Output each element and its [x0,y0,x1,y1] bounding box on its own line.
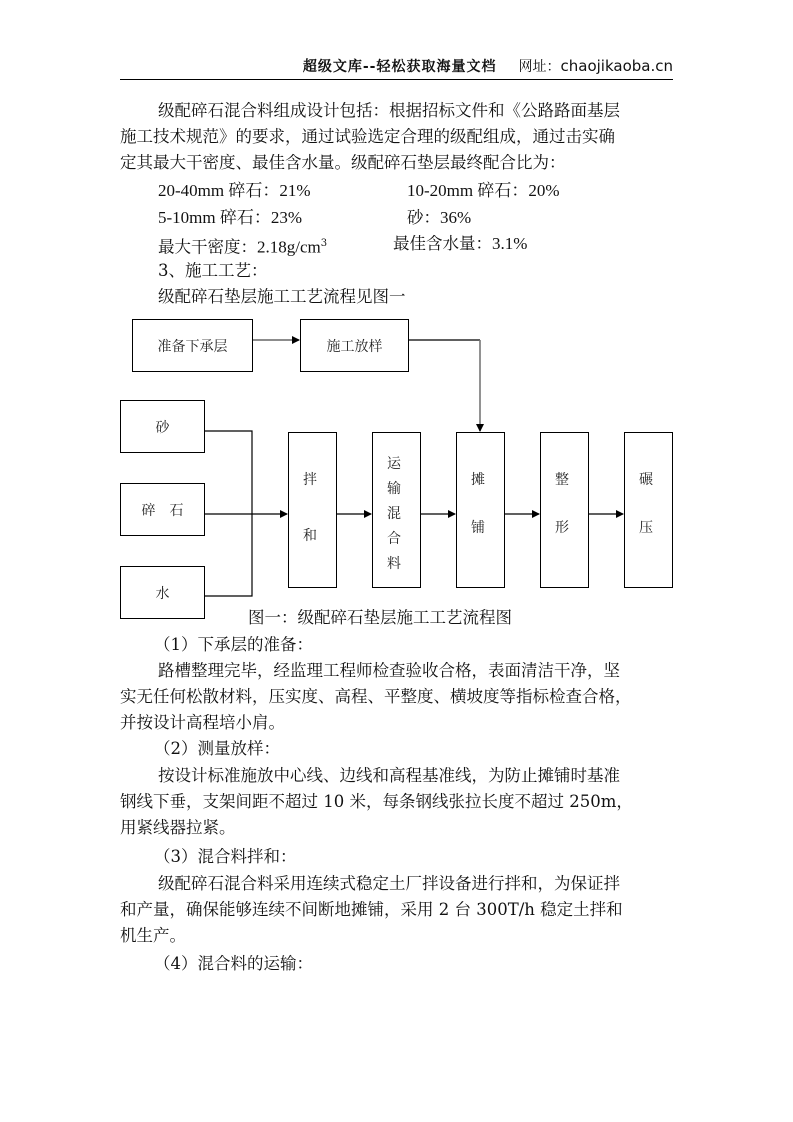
subsection-2-line: 按设计标准施放中心线、边线和高程基准线，为防止摊铺时基准 [158,766,620,785]
flow-box-survey-layout: 施工放样 [300,319,409,372]
flow-step-transport-mix: 运 输 混 合 料 [372,432,421,588]
mix-item-20-40: 20-40mm 碎石：21% [158,181,311,200]
max-dry-density: 最大干密度：$2.18g/cm^3$ [158,237,328,257]
site-url[interactable]: chaojikaoba.cn [560,57,673,75]
flow-step-rolling: 碾 压 [624,432,673,588]
intro-line-2: 施工技术规范》的要求，通过试验选定合理的级配组成，通过击实确 [120,127,615,146]
mix-item-10-20: 10-20mm 碎石：20% [407,181,560,200]
flow-box-gravel: 碎 石 [120,483,205,536]
flow-box-water: 水 [120,566,205,619]
intro-line-1: 级配碎石混合料组成设计包括：根据招标文件和《公路路面基层 [158,101,620,120]
flow-step-shaping: 整 形 [540,432,589,588]
flow-step-paving: 摊 铺 [456,432,505,588]
section-3-intro: 级配碎石垫层施工工艺流程见图一 [158,287,406,306]
mix-item-5-10: 5-10mm 碎石：23% [158,208,303,227]
subsection-3-heading: （3）混合料拌和： [154,847,297,866]
flow-step-mixing: 拌 和 [288,432,337,588]
section-3-heading: 3、施工工艺： [158,261,268,280]
subsection-2-heading: （2）测量放样： [154,739,280,758]
mix-item-sand: 砂：36% [407,208,472,227]
flow-box-prepare-sublayer: 准备下承层 [132,319,253,372]
subsection-1-line: 实无任何松散材料，压实度、高程、平整度、横坡度等指标检查合格， [120,687,632,706]
subsection-2-line: 用紧线器拉紧。 [120,818,236,837]
subsection-1-line: 路槽整理完毕，经监理工程师检查验收合格，表面清洁干净，坚 [158,661,620,680]
subsection-3-line: 机生产。 [120,926,186,945]
subsection-3-line: 和产量，确保能够连续不间断地摊铺，采用 2 台 300T/h 稳定土拌和 [120,900,623,919]
url-label: 网址： [518,59,561,75]
subsection-2-line: 钢线下垂，支架间距不超过 10 米，每条钢线张拉长度不超过 250m， [120,792,633,811]
subsection-4-heading: （4）混合料的运输： [154,954,313,973]
flow-box-sand: 砂 [120,400,205,453]
subsection-3-line: 级配碎石混合料采用连续式稳定土厂拌设备进行拌和，为保证拌 [158,874,620,893]
site-name: 超级文库--轻松获取海量文档 [302,59,497,75]
optimum-moisture: 最佳含水量：3.1% [393,234,528,253]
subsection-1-line: 并按设计高程培小肩。 [120,713,285,732]
intro-line-3: 定其最大干密度、最佳含水量。级配碎石垫层最终配合比为： [120,153,566,172]
figure-caption: 图一：级配碎石垫层施工工艺流程图 [248,608,512,627]
subsection-1-heading: （1）下承层的准备： [154,635,313,654]
